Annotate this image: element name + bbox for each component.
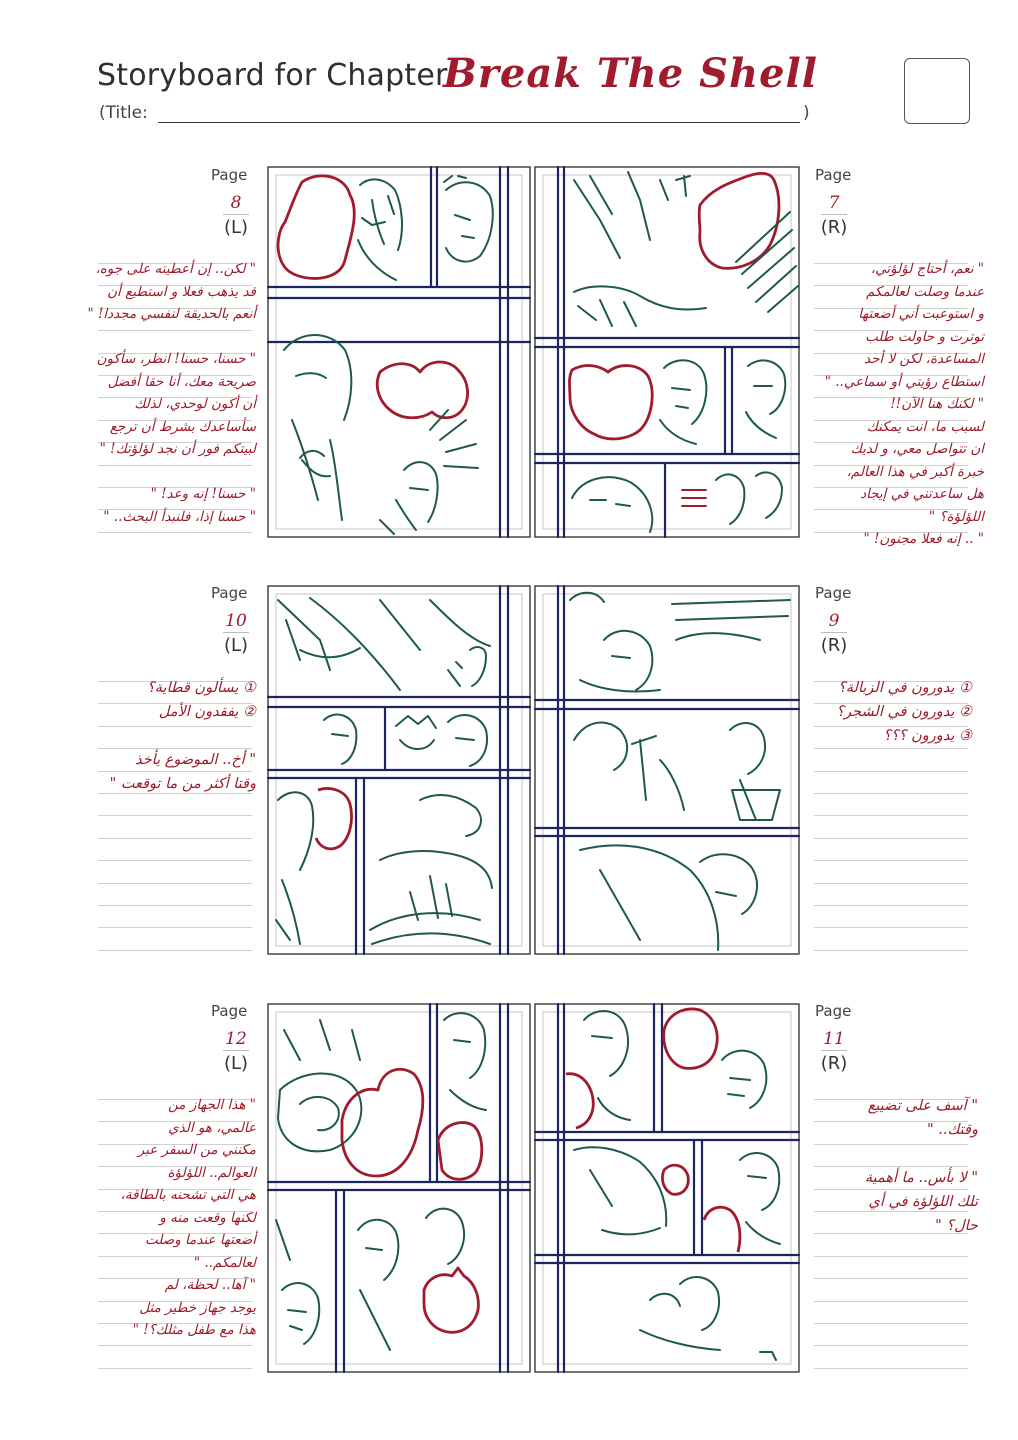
page-10-board xyxy=(268,586,530,954)
note-page-12: " هذا الجهاز من عالمي، هو الذي مكنني من السفر عبر العوالم.. اللؤلؤة هي التي تشحنه بالطاقة، لكنها وقعت منه و أضعتها عندما وصلت لعالمكم.. " " آها.. لحظة، لم يوجد جهاز خطير مثل هذا مع طفل مثلك؟! " xyxy=(120,1097,256,1338)
page-side-8: (L) xyxy=(223,217,249,238)
chapter-name: Break The Shell xyxy=(443,50,818,97)
note-page-11: " آسف على تضييع وقتك.. " " لا بأس.. ما أهمية تلك اللؤلؤة في أي حال؟ " xyxy=(864,1098,978,1234)
page-number-12: 12 xyxy=(225,1029,247,1049)
page-12-board xyxy=(268,1004,530,1372)
page-label-9: Page xyxy=(815,584,852,602)
page-11-board xyxy=(535,1004,799,1372)
page-label-8: Page xyxy=(211,166,248,184)
title-close-paren: ) xyxy=(803,103,810,123)
note-page-10: ① يسألون قطاية؟ ② يفقدون الأمل " أخ.. الموضوع يأخذ وقتا أكثر من ما توقعت " xyxy=(109,680,256,792)
page-label-10: Page xyxy=(211,584,248,602)
page-number-11: 11 xyxy=(823,1029,845,1049)
note-page-9: ① يدورون في الزبالة؟ ② يدورون في الشجر؟ ③ يدورون ؟؟؟ xyxy=(836,680,972,744)
page-number-9: 9 xyxy=(828,611,840,631)
page-9-board xyxy=(535,586,799,954)
page-side-12: (L) xyxy=(223,1053,249,1074)
title-label: (Title: xyxy=(99,103,148,123)
page-side-7: (R) xyxy=(820,217,848,238)
page-7-board xyxy=(535,167,799,537)
page-number-8: 8 xyxy=(230,193,242,213)
page-side-10: (L) xyxy=(223,635,249,656)
page-side-11: (R) xyxy=(820,1053,848,1074)
page-side-9: (R) xyxy=(820,635,848,656)
page-label-7: Page xyxy=(815,166,852,184)
page-number-10: 10 xyxy=(225,611,247,631)
note-page-7: " نعم، أحتاج لؤلؤتي، عندما وصلت لعالمكم و استوعبت أني أضعتها توترت و حاولت طلب المساعدة، لكن لا أحد استطاع رؤيتي أو سماعي.. " " لكنك هنا الآن!! لسبب ما، انت يمكنك ان تتواصل معي، و لديك خبرة أكبر في هذا العالم، هل ساعدتني في إيجاد اللؤلؤة؟ " " .. إنه فعلا مجنون! " xyxy=(824,261,984,547)
storyboard-heading: Storyboard for Chapter: xyxy=(97,58,458,93)
note-page-8: " لكن.. إن أعطيته على جوه، قد يذهب فعلا و استطيع أن أنعم بالحديقة لنفسي مجددا! " " حسنا، حسنا! انظر، سأكون صريحة معك، أنا حقا أفضل أن أكون لوحدي، لذلك سأساعدك بشرط أن ترجع لبيتكم فور أن نجد لؤلؤتك! " " حسنا! إنه وعد! " " حسنا إذا، فلنبدأ البحث.. " xyxy=(87,261,256,525)
page-label-12: Page xyxy=(211,1002,248,1020)
page-label-11: Page xyxy=(815,1002,852,1020)
page-8-board xyxy=(268,167,530,537)
page-number-7: 7 xyxy=(828,193,840,213)
